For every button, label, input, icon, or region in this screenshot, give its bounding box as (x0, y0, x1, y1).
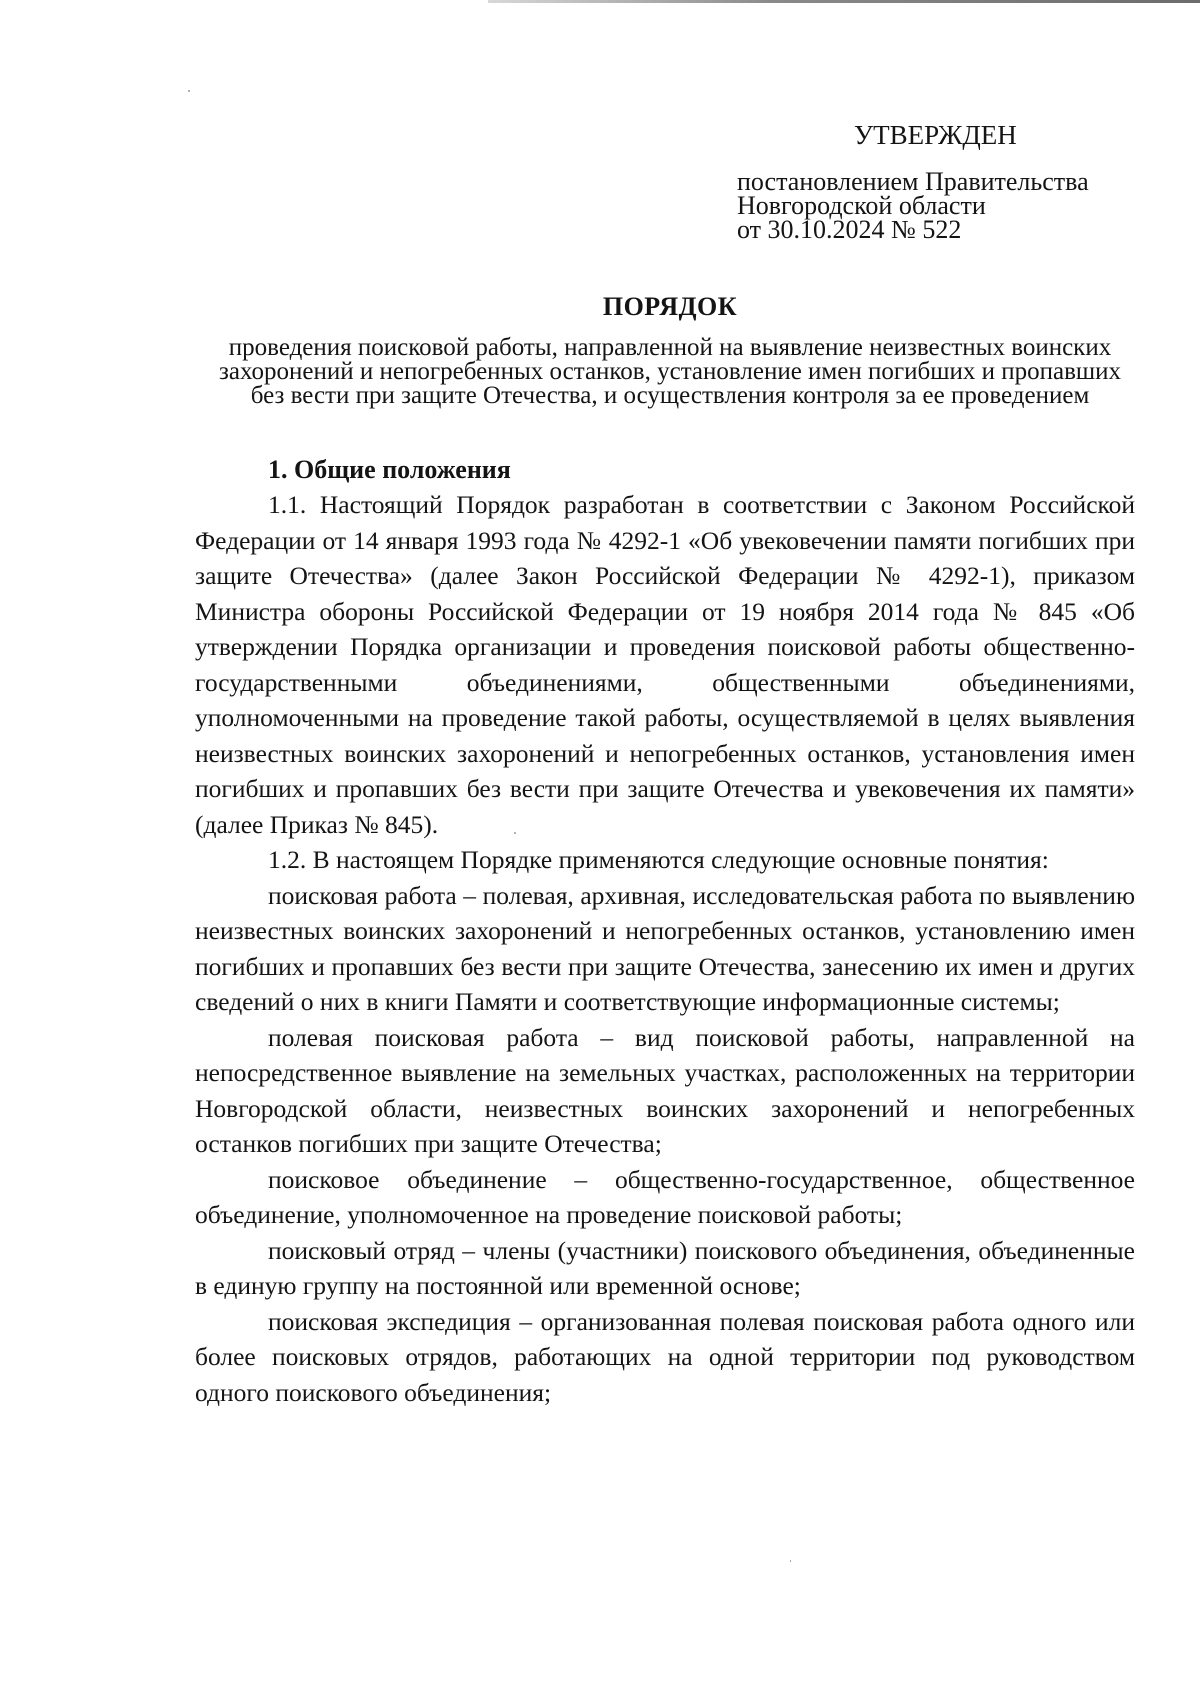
paragraph-1-1: 1.1. Настоящий Порядок разработан в соответствии с Законом Российской Федерации от 14 января 1993 года № 4292-1 «Об увековечении памяти погибших при защите Отечества» (далее Закон Российской Федерации № 4292-1), приказом Министра обороны Российской Федерации от 19 ноября 2014 года № 845 «Об утверждении Порядка организации и проведения поисковой работы общественно-государственными объединениями, общественными объединениями, уполномоченными на проведение такой работы, осуществляемой в целях выявления неизвестных воинских захоронений и непогребенных останков, установления имен погибших и пропавших без вести при защите Отечества и увековечения их памяти» (далее Приказ № 845). (195, 490, 1135, 839)
definition-search-association: поисковое объединение – общественно-государственное, общественное объединение, уполномоченное на проведение поисковой работы; (195, 1164, 1135, 1229)
definition-search-expedition: поисковая экспедиция – организованная полевая поисковая работа одного или более поисковых отрядов, работающих на одной территории под руководством одного поискового объединения; (195, 1306, 1135, 1407)
definition-field-search-work: полевая поисковая работа – вид поисковой работы, направленной на непосредственное выявление на земельных участках, расположенных на территории Новгородской области, неизвестных воинских захоронений и непогребенных останков погибших при защите Отечества; (195, 1022, 1135, 1158)
approval-stamp-block (737, 118, 1177, 242)
definition-search-detachment: поисковый отряд – члены (участники) поискового объединения, объединенные в единую группу на постоянной или временной основе; (195, 1235, 1135, 1300)
definition-search-work: поисковая работа – полевая, архивная, исследовательская работа по выявлению неизвестных воинских захоронений и непогребенных останков, установлению имен погибших и пропавших без вести при защите Отечества, занесению их имен и других сведений о них в книги Памяти и соответствующие информационные системы; (195, 880, 1135, 1016)
document-body (195, 452, 1135, 1410)
section-heading: 1. Общие положения (268, 455, 511, 484)
scan-edge-line (488, 0, 1200, 3)
approval-line-decree: постановлением Правительства (737, 167, 1089, 196)
scan-speck (790, 1560, 791, 1562)
approval-line-date-number: от 30.10.2024 № 522 (737, 215, 962, 244)
approval-line-region: Новгородской области (737, 191, 986, 220)
document-title: ПОРЯДОК (602, 292, 738, 321)
document-title-block (180, 290, 1160, 408)
document-subtitle: проведения поисковой работы, направленной на выявление неизвестных воинских захоронений и непогребенных останков, установление имен погибших и пропавших без вести при защите Отечества, и осуществления контроля за ее проведением (218, 334, 1121, 409)
scan-speck (188, 90, 190, 92)
paragraph-1-2: 1.2. В настоящем Порядке применяются следующие основные понятия: (268, 845, 1049, 874)
approved-label: УТВЕРЖДЕН (854, 120, 1017, 150)
